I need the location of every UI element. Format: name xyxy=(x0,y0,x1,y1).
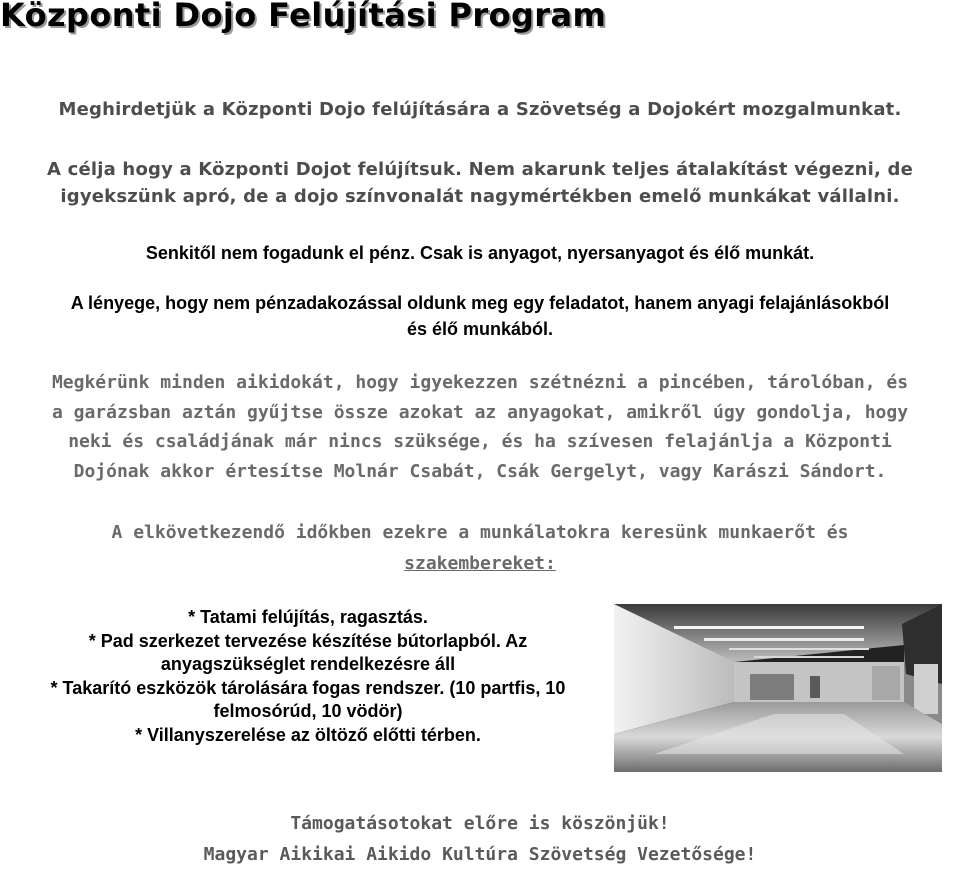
goal-paragraph xyxy=(0,156,960,210)
request-line: Dojónak akkor értesítse Molnár Csabát, Csák Gergelyt, vagy Karászi Sándort. xyxy=(73,461,887,483)
seeking-line: szakembereket: xyxy=(404,553,556,574)
task-item: * Pad szerkezet tervezése készítése bútorlapból. Az xyxy=(88,630,528,651)
task-list xyxy=(0,606,616,747)
request-paragraph xyxy=(0,368,960,487)
seeking-line: A elkövetkezendő időkben ezekre a munkálatokra keresünk munkaerőt és xyxy=(111,522,849,543)
goal-line: A célja hogy a Központi Dojot felújítsuk. Nem akarunk teljes átalakítást végezni, de xyxy=(47,159,913,180)
intro-text: Meghirdetjük a Központi Dojo felújítására a Szövetség a Dojokért mozgalmunkat. xyxy=(58,99,902,120)
task-item: * Villanyszerelése az öltöző előtti térben. xyxy=(135,724,481,745)
seeking-paragraph xyxy=(0,517,960,579)
essence-paragraph xyxy=(0,290,960,342)
closing-line: Támogatásotokat előre is köszönjük! xyxy=(290,813,670,834)
task-item: anyagszükséglet rendelkezésre áll xyxy=(160,654,456,674)
page-title: Központi Dojo Felújítási Program xyxy=(0,0,607,34)
request-line: a garázsban aztán gyűjtse össze azokat az anyagokat, amikről úgy gondolja, hogy xyxy=(51,401,909,423)
essence-line: és élő munkából. xyxy=(406,319,554,339)
task-item: felmosórúd, 10 vödör) xyxy=(213,701,403,721)
task-item: * Takarító eszközök tárolására fogas rendszer. (10 partfis, 10 xyxy=(50,677,566,698)
task-item: * Tatami felújítás, ragasztás. xyxy=(188,607,428,627)
closing-paragraph xyxy=(0,808,960,870)
no-money-text: Senkitől nem fogadunk el pénz. Csak is anyagot, nyersanyagot és élő munkát. xyxy=(145,243,815,263)
goal-line: igyekszünk apró, de a dojo színvonalát nagymértékben emelő munkákat vállalni. xyxy=(60,186,900,207)
essence-line: A lényege, hogy nem pénzadakozással oldunk meg egy feladatot, hanem anyagi felajánlásokból xyxy=(70,293,890,313)
request-line: Megkérünk minden aikidokát, hogy igyekezzen szétnézni a pincében, tárolóban, és xyxy=(51,372,909,393)
dojo-hall-photo xyxy=(614,604,942,772)
closing-line: Magyar Aikikai Aikido Kultúra Szövetség Vezetősége! xyxy=(203,844,757,865)
request-line: neki és családjának már nincs szüksége, és ha szívesen felajánlja a Központi xyxy=(68,431,892,453)
